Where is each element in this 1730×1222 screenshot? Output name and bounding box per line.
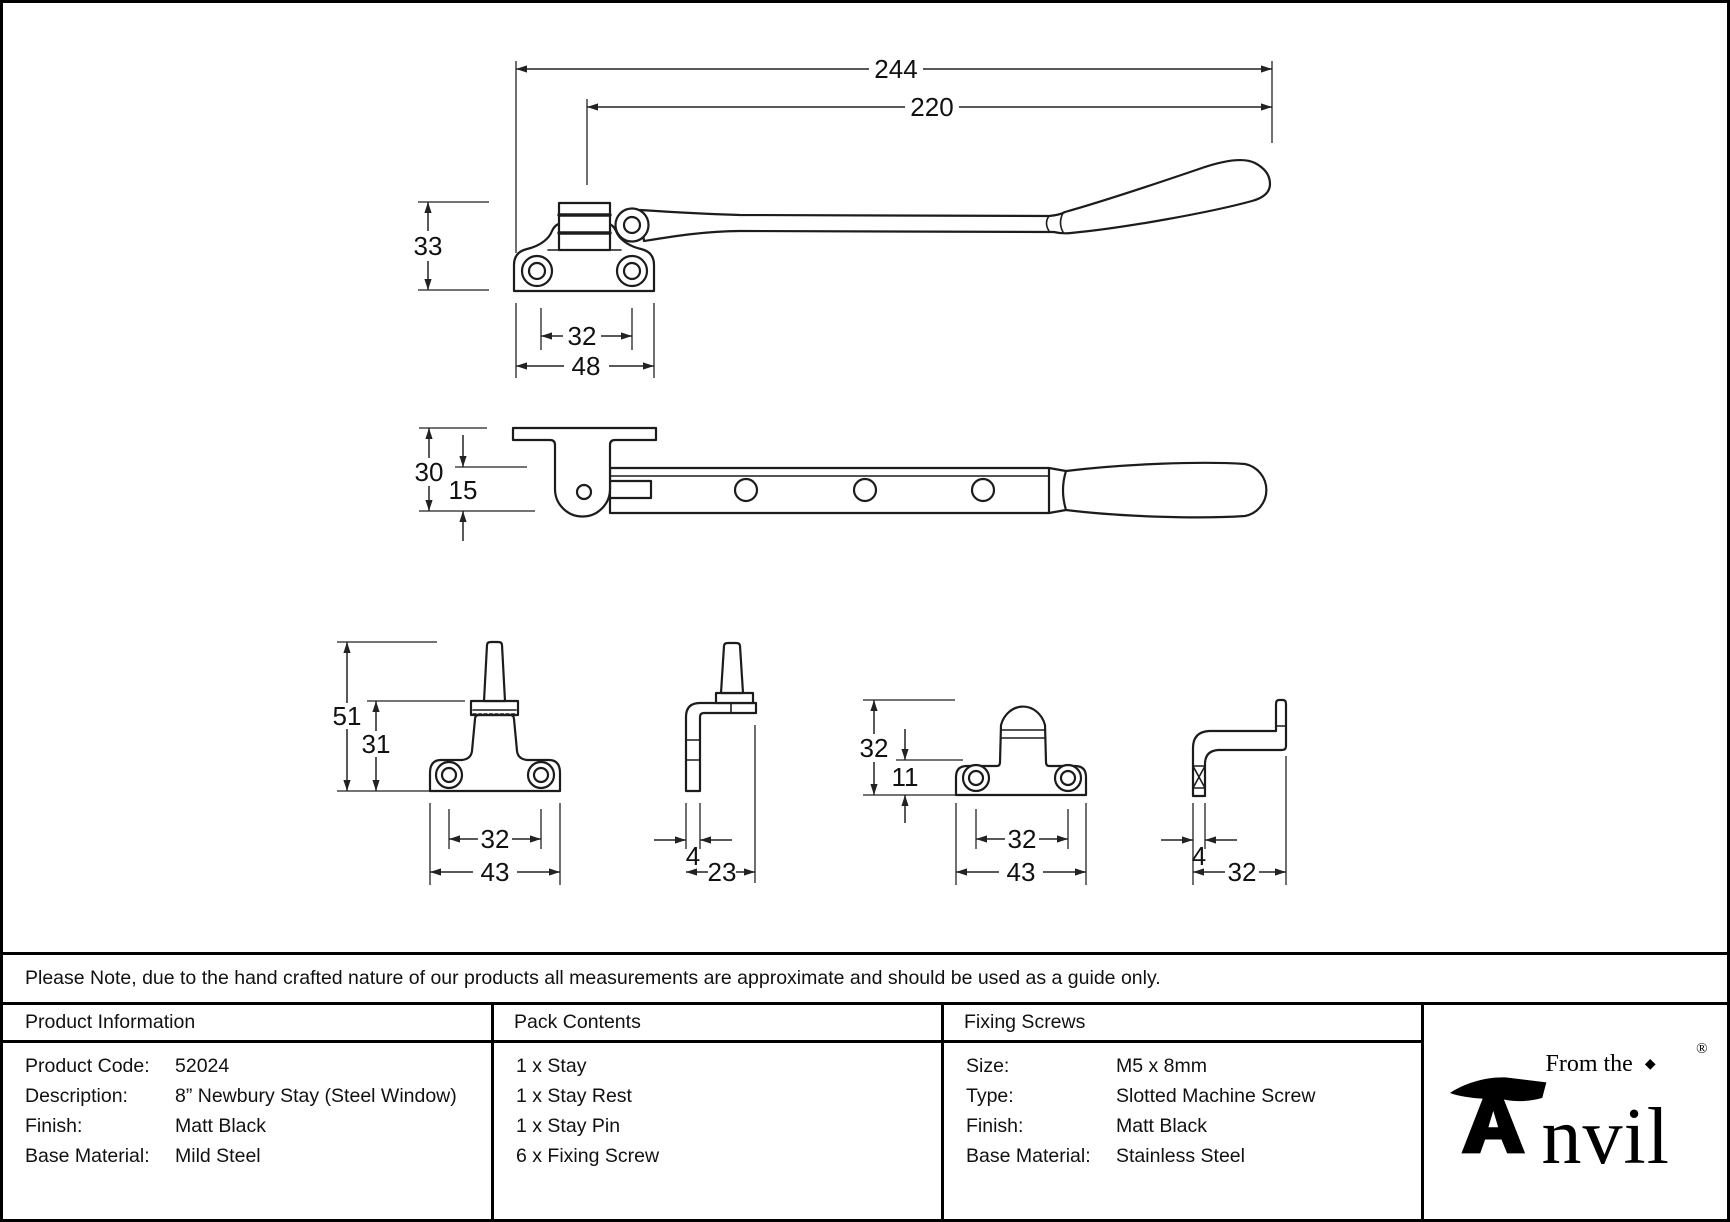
header-product-information: Product Information: [3, 1005, 494, 1043]
stay-pin-spigot: [484, 642, 505, 701]
dim-rest-hole-spacing: 32: [1007, 824, 1037, 854]
dim-rest-depth: 32: [1227, 857, 1257, 887]
table-row: Base Material: Stainless Steel: [966, 1144, 1245, 1167]
technical-drawing: [3, 3, 1727, 952]
dim-stay-total-length: 244: [874, 54, 918, 84]
dim-rest-base-height: 11: [891, 762, 919, 792]
dim-rest-width: 30: [414, 457, 444, 487]
stay-pin-front-view: [333, 642, 560, 887]
stay-bar-hole: [735, 479, 757, 501]
note-text: Please Note, due to the hand crafted nature of our products all measurements are approximate and should be used as a guide only.: [25, 967, 1161, 989]
dim-plate-hole-spacing: 32: [567, 321, 597, 351]
stay-side-view: [414, 54, 1272, 381]
dim-pin-depth: 23: [707, 857, 737, 887]
info-section: [3, 952, 1727, 1219]
stay-pin-side-view: [654, 643, 756, 887]
stay-bar-hole: [854, 479, 876, 501]
stay-bar-end-piece: [610, 481, 651, 498]
table-row: Finish: Matt Black: [966, 1114, 1208, 1137]
list-item: 1 x Stay: [516, 1054, 587, 1077]
header-fixing-screws: Fixing Screws: [944, 1005, 1424, 1043]
stay-pivot-hole: [624, 217, 640, 233]
dim-bracket-height: 33: [413, 231, 443, 261]
dim-pin-base-width: 43: [480, 857, 510, 887]
from-the-anvil-logo: [1450, 1041, 1708, 1181]
anvil-icon: [1450, 1067, 1548, 1163]
dim-plate-width: 48: [571, 351, 601, 381]
stay-rest-front-view: [860, 700, 1086, 887]
stay-pin-collar: [471, 701, 518, 715]
list-item: 1 x Stay Rest: [516, 1084, 632, 1107]
logo-brand-rest: nvil: [1541, 1093, 1670, 1181]
dim-stay-arm-length: 220: [910, 92, 954, 122]
dim-rest-total-height: 32: [859, 733, 889, 763]
dim-rest-thickness: 4: [1191, 841, 1207, 871]
dim-pin-total-height: 51: [332, 701, 362, 731]
stay-pin-collar-side: [716, 693, 753, 703]
stay-hinge-block: [559, 203, 610, 250]
header-pack-contents: Pack Contents: [494, 1005, 944, 1043]
pack-contents-cell: [494, 1043, 944, 1219]
fixing-screws-cell: [944, 1043, 1424, 1219]
spec-table: [3, 1005, 1727, 1219]
stay-top-view: [415, 428, 1267, 541]
stay-arm-and-handle: [640, 160, 1270, 241]
table-row: Finish: Matt Black: [25, 1114, 267, 1137]
stay-rest-side-bracket: [1193, 700, 1286, 796]
stay-pin-side-bracket: [686, 703, 756, 791]
stay-bar-hole: [972, 479, 994, 501]
logo-tagline: From the ◆: [1545, 1051, 1656, 1077]
stay-handle-top-view: [1063, 463, 1266, 518]
table-row: Type: Slotted Machine Screw: [966, 1084, 1316, 1107]
stay-rest-hole: [577, 485, 591, 499]
brand-logo-cell: [1424, 1005, 1727, 1219]
list-item: 1 x Stay Pin: [516, 1114, 621, 1137]
registered-trademark-icon: ®: [1696, 1041, 1708, 1057]
dim-pin-base-height: 31: [361, 729, 391, 759]
stay-rest-side-view: [1161, 700, 1286, 887]
measurement-note: [3, 955, 1727, 1005]
table-row: Description: 8” Newbury Stay (Steel Window): [25, 1084, 457, 1107]
table-row: Size: M5 x 8mm: [966, 1054, 1208, 1077]
table-row: Base Material: Mild Steel: [25, 1144, 261, 1167]
list-item: 6 x Fixing Screw: [516, 1144, 660, 1167]
dim-pin-thickness: 4: [685, 841, 701, 871]
stay-pin-spigot-side: [721, 643, 743, 693]
table-row: Product Code: 52024: [25, 1054, 230, 1077]
product-information-cell: [3, 1043, 494, 1219]
dim-bar-offset: 15: [448, 475, 478, 505]
diamond-icon: ◆: [1644, 1057, 1656, 1072]
dim-pin-hole-spacing: 32: [480, 824, 510, 854]
dim-rest-base-width: 43: [1006, 857, 1036, 887]
